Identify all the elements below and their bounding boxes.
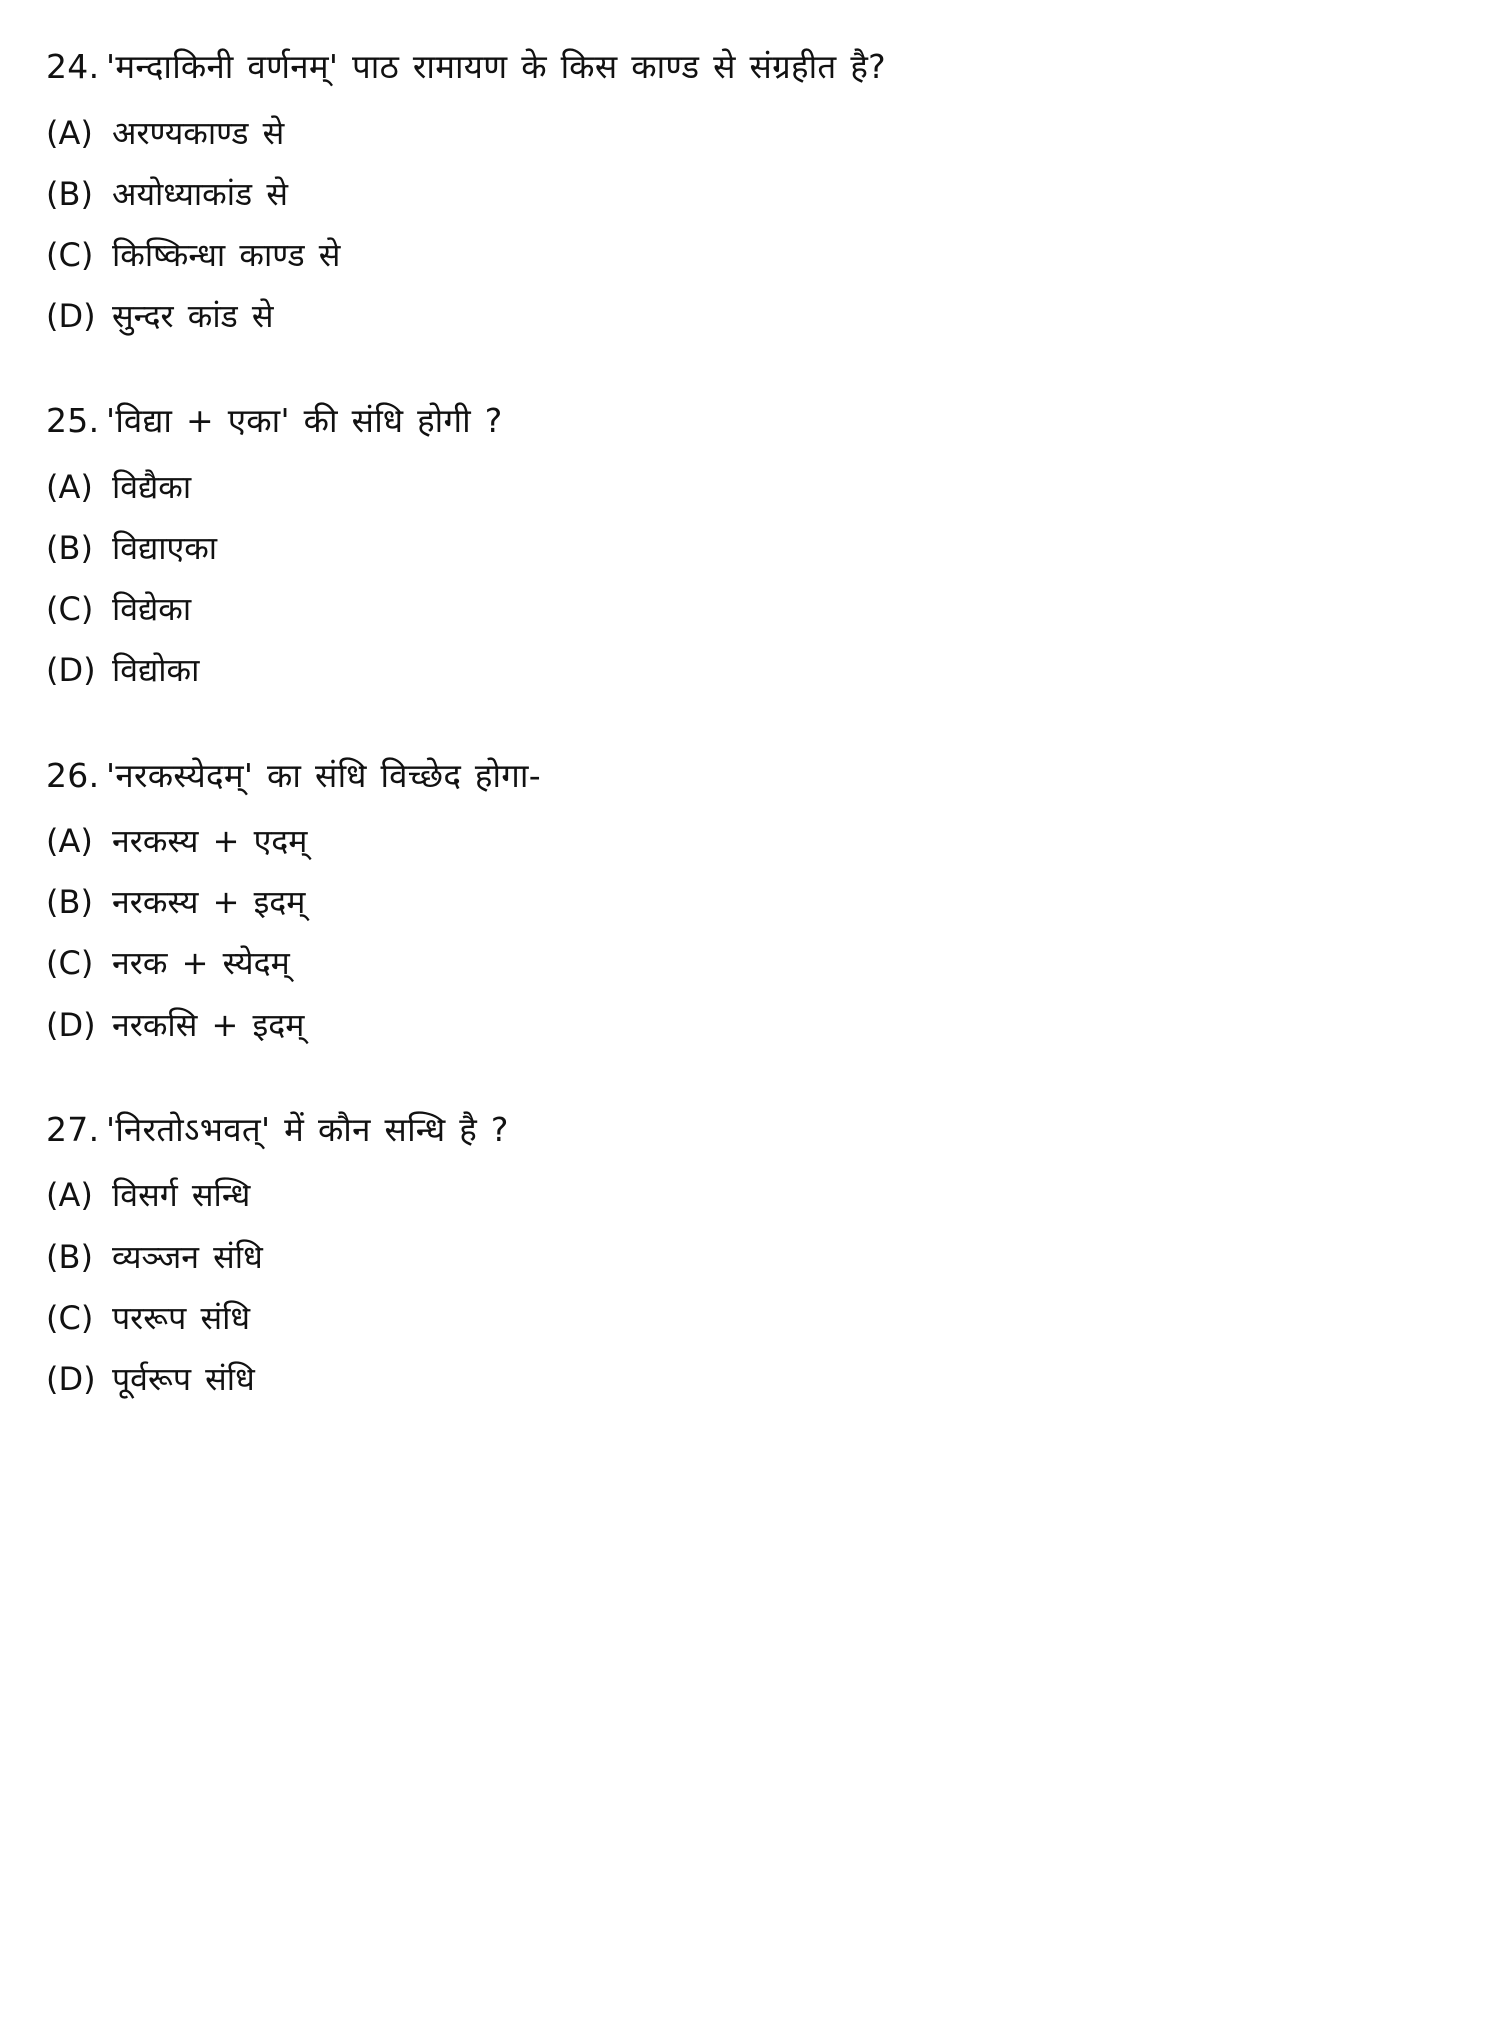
question-text: 'मन्दाकिनी वर्णनम्' पाठ रामायण के किस काण्ड से संग्रहीत है? [106, 47, 886, 86]
option-d[interactable] [44, 295, 1445, 338]
option-label: (D) [46, 651, 96, 690]
option-b[interactable] [44, 1236, 1445, 1279]
option-c[interactable] [44, 942, 1445, 985]
option-text: किष्किन्धा काण्ड से [112, 235, 341, 274]
option-text: पूर्वरूप संधि [112, 1359, 255, 1398]
option-text: सुन्दर कांड से [112, 297, 274, 336]
question-line [44, 1107, 1445, 1153]
question-block-25 [44, 398, 1445, 692]
option-label: (B) [46, 174, 93, 213]
option-label: (C) [46, 235, 94, 274]
option-d[interactable] [44, 1004, 1445, 1047]
option-label: (A) [46, 1176, 93, 1215]
option-label: (C) [46, 1298, 94, 1337]
question-number: 27. [46, 1109, 100, 1149]
option-d[interactable] [44, 649, 1445, 692]
question-number: 24. [46, 47, 100, 86]
question-text: 'नरकस्येदम्' का संधि विच्छेद होगा- [106, 755, 541, 795]
option-label: (A) [46, 113, 93, 152]
question-text: 'निरतोऽभवत्' में कौन सन्धि है ? [106, 1109, 509, 1149]
option-label: (B) [46, 883, 93, 922]
question-line [44, 44, 1445, 90]
question-number: 26. [46, 755, 100, 795]
option-label: (C) [46, 590, 94, 629]
option-text: विसर्ग सन्धि [112, 1176, 251, 1215]
option-label: (D) [46, 1359, 96, 1398]
question-block-27 [44, 1107, 1445, 1401]
option-a[interactable] [44, 466, 1445, 509]
option-text: अरण्यकाण्ड से [112, 113, 285, 152]
option-c[interactable] [44, 234, 1445, 277]
question-block-24 [44, 44, 1445, 338]
option-c[interactable] [44, 1297, 1445, 1340]
option-text: नरकस्य + एदम् [112, 822, 308, 861]
question-number: 25. [46, 401, 100, 441]
option-text: पररूप संधि [112, 1298, 251, 1337]
option-a[interactable] [44, 1174, 1445, 1217]
option-label: (D) [46, 1005, 96, 1044]
option-a[interactable] [44, 112, 1445, 155]
option-text: व्यञ्जन संधि [112, 1237, 263, 1276]
option-label: (A) [46, 467, 93, 506]
question-line [44, 398, 1445, 444]
option-a[interactable] [44, 820, 1445, 863]
option-text: विद्योका [112, 651, 200, 690]
question-line [44, 753, 1445, 799]
option-label: (D) [46, 297, 96, 336]
option-text: नरक + स्येदम् [112, 944, 290, 983]
option-text: नरकसि + इदम् [112, 1005, 305, 1044]
option-b[interactable] [44, 881, 1445, 924]
option-label: (A) [46, 822, 93, 861]
option-text: विद्येका [112, 590, 192, 629]
option-d[interactable] [44, 1358, 1445, 1401]
option-label: (B) [46, 1237, 93, 1276]
option-label: (C) [46, 944, 94, 983]
option-text: विद्यैका [112, 467, 192, 506]
option-text: विद्याएका [112, 529, 218, 567]
question-text: 'विद्या + एका' की संधि होगी ? [106, 401, 503, 441]
option-label: (B) [46, 529, 93, 567]
option-c[interactable] [44, 588, 1445, 631]
option-text: नरकस्य + इदम् [112, 883, 306, 922]
option-b[interactable] [44, 527, 1445, 570]
option-text: अयोध्याकांड से [112, 174, 288, 213]
option-b[interactable] [44, 173, 1445, 216]
question-block-26 [44, 753, 1445, 1047]
